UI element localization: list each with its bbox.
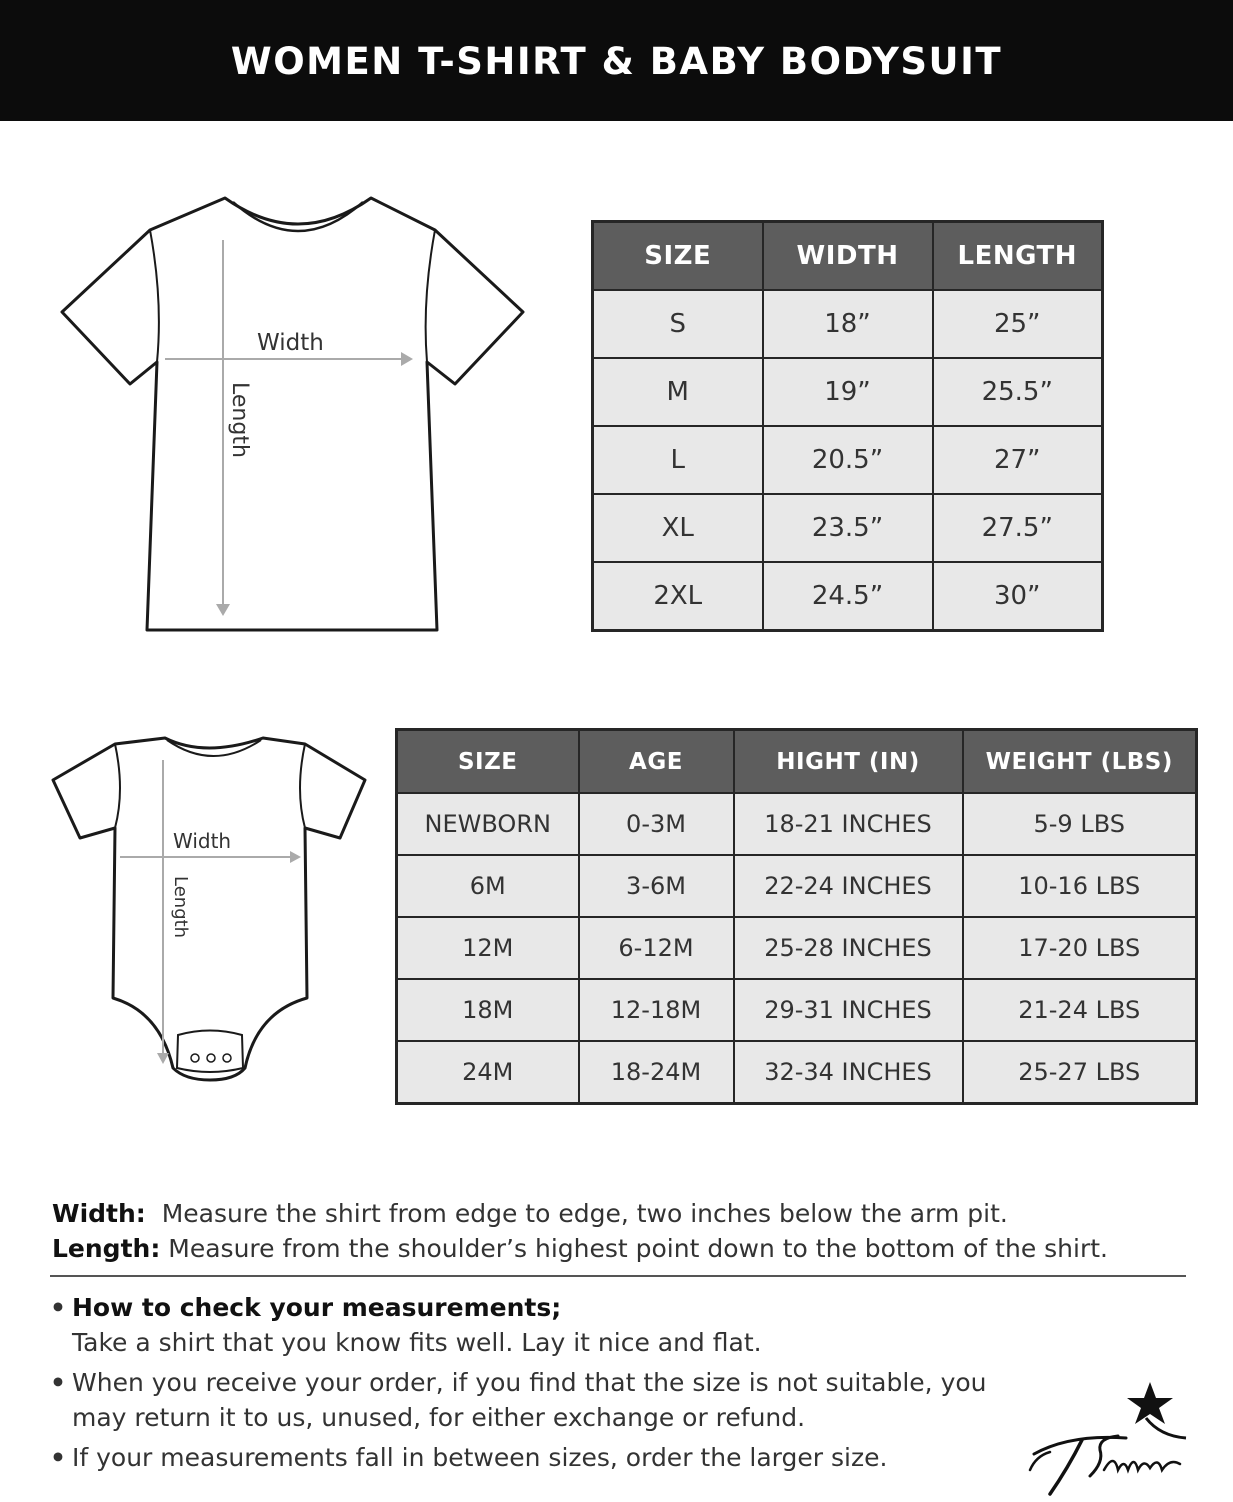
note-text: When you receive your order, if you find that the size is not suitable, you may return it to us, unused, for either exchange or refund. [72,1368,987,1432]
table-row [593,562,1103,631]
notes-heading: How to check your measurements; [72,1293,562,1322]
tshirt-diagram [55,190,530,640]
table-cell: 18-21 INCHES [734,793,963,855]
notes-heading-text: Take a shirt that you know fits well. Lay it nice and flat. [72,1328,762,1357]
column-header-width: WIDTH [763,222,933,291]
table-cell: S [593,290,763,358]
tshirt-length-label: Length [227,382,252,458]
table-cell: 0-3M [579,793,734,855]
length-definition [52,1231,1212,1266]
tshirt-outline-icon [55,190,530,640]
list-item [50,1290,1030,1360]
table-row [593,290,1103,358]
table-row [397,855,1197,917]
bodysuit-diagram [45,730,375,1090]
width-definition [52,1196,1212,1231]
page-title: WOMEN T-SHIRT & BABY BODYSUIT [230,40,1003,83]
measurement-notes [50,1290,1030,1480]
table-cell: 10-16 LBS [963,855,1197,917]
header-banner [0,0,1233,121]
table-cell: 29-31 INCHES [734,979,963,1041]
width-term: Width: [52,1199,146,1228]
table-cell: XL [593,494,763,562]
length-definition-text: Measure from the shoulder’s highest point down to the bottom of the shirt. [168,1234,1108,1263]
length-term: Length: [52,1234,161,1263]
table-cell: 2XL [593,562,763,631]
table-cell: 25” [933,290,1103,358]
table-cell: 23.5” [763,494,933,562]
table-cell: 17-20 LBS [963,917,1197,979]
table-cell: 5-9 LBS [963,793,1197,855]
table-cell: 25-27 LBS [963,1041,1197,1104]
bullet: • [50,1368,66,1397]
table-cell: 24.5” [763,562,933,631]
star-logo-icon [1020,1378,1200,1498]
table-cell: 25.5” [933,358,1103,426]
table-cell: 18-24M [579,1041,734,1104]
column-header-size: SIZE [397,730,579,794]
divider [50,1275,1186,1277]
women-size-table [591,220,1104,632]
column-header-size: SIZE [593,222,763,291]
list-item [50,1440,1030,1475]
table-cell: NEWBORN [397,793,579,855]
table-cell: 6M [397,855,579,917]
table-row [397,917,1197,979]
table-cell: 32-34 INCHES [734,1041,963,1104]
table-cell: 19” [763,358,933,426]
column-header-age: AGE [579,730,734,794]
bodysuit-width-label: Width [173,829,232,853]
table-cell: 27.5” [933,494,1103,562]
bullet: • [50,1293,66,1322]
table-cell: 22-24 INCHES [734,855,963,917]
table-cell: 27” [933,426,1103,494]
table-row [593,426,1103,494]
tstars-logo [1020,1378,1200,1502]
table-cell: 24M [397,1041,579,1104]
table-cell: 30” [933,562,1103,631]
table-cell: 12-18M [579,979,734,1041]
tshirt-width-label: Width [257,330,324,356]
bodysuit-length-label: Length [170,876,191,939]
table-header-row [593,222,1103,291]
list-item [50,1365,1030,1435]
table-cell: 20.5” [763,426,933,494]
bodysuit-outline-icon [45,730,375,1090]
table-cell: 12M [397,917,579,979]
table-row [397,793,1197,855]
note-text: If your measurements fall in between sizes, order the larger size. [72,1443,888,1472]
column-header-height: HIGHT (IN) [734,730,963,794]
table-cell: 18” [763,290,933,358]
column-header-length: LENGTH [933,222,1103,291]
table-cell: L [593,426,763,494]
table-cell: 18M [397,979,579,1041]
table-cell: 21-24 LBS [963,979,1197,1041]
bullet: • [50,1443,66,1472]
table-row [397,1041,1197,1104]
table-cell: 25-28 INCHES [734,917,963,979]
table-row [397,979,1197,1041]
table-header-row [397,730,1197,794]
width-definition-text: Measure the shirt from edge to edge, two inches below the arm pit. [161,1199,1008,1228]
baby-size-table [395,728,1198,1105]
measurement-definitions [52,1196,1212,1266]
table-row [593,358,1103,426]
column-header-weight: WEIGHT (LBS) [963,730,1197,794]
table-row [593,494,1103,562]
table-cell: 3-6M [579,855,734,917]
table-cell: 6-12M [579,917,734,979]
table-cell: M [593,358,763,426]
